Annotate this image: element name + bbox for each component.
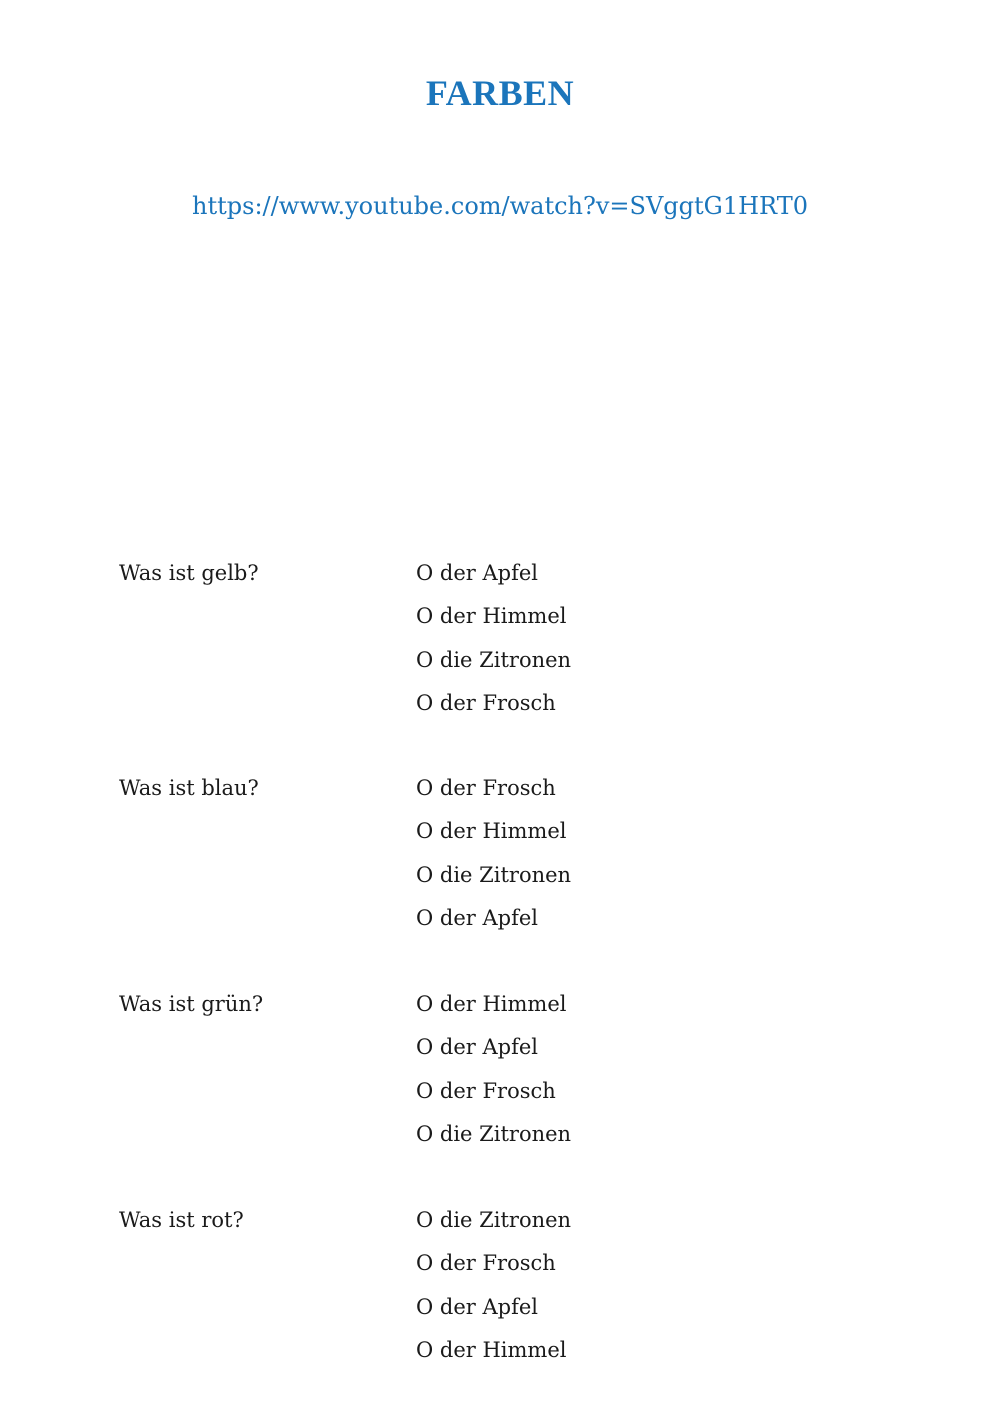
answer-option[interactable]: O der Himmel bbox=[416, 819, 567, 844]
option-list bbox=[416, 989, 571, 1162]
video-link[interactable]: https://www.youtube.com/watch?v=SVggtG1HRT0 bbox=[192, 192, 808, 220]
answer-option[interactable]: O der Frosch bbox=[416, 1251, 556, 1276]
answer-option[interactable]: O der Apfel bbox=[416, 561, 539, 585]
question-label: Was ist grün? bbox=[119, 992, 264, 1016]
page-title: FARBEN bbox=[425, 73, 575, 113]
question-label: Was ist rot? bbox=[119, 1208, 244, 1232]
answer-option[interactable]: O der Himmel bbox=[416, 992, 567, 1016]
option-list bbox=[416, 558, 571, 731]
answer-option[interactable]: O der Apfel bbox=[416, 1035, 539, 1060]
answer-option[interactable]: O die Zitronen bbox=[416, 1121, 572, 1146]
question-label: Was ist blau? bbox=[119, 776, 259, 800]
answer-option[interactable]: O die Zitronen bbox=[416, 862, 572, 887]
answer-option[interactable]: O der Himmel bbox=[416, 1337, 567, 1362]
question-label: Was ist gelb? bbox=[119, 561, 259, 585]
answer-option[interactable]: O der Himmel bbox=[416, 604, 567, 629]
answer-option[interactable]: O die Zitronen bbox=[416, 1208, 572, 1232]
answer-option[interactable]: O der Frosch bbox=[416, 776, 556, 800]
answer-option[interactable]: O der Apfel bbox=[416, 905, 539, 930]
answer-option[interactable]: O der Frosch bbox=[416, 1078, 556, 1103]
answer-option[interactable]: O der Frosch bbox=[416, 690, 556, 715]
answer-option[interactable]: O der Apfel bbox=[416, 1294, 539, 1319]
option-list bbox=[416, 1205, 571, 1378]
option-list bbox=[416, 773, 571, 946]
answer-option[interactable]: O die Zitronen bbox=[416, 647, 572, 672]
